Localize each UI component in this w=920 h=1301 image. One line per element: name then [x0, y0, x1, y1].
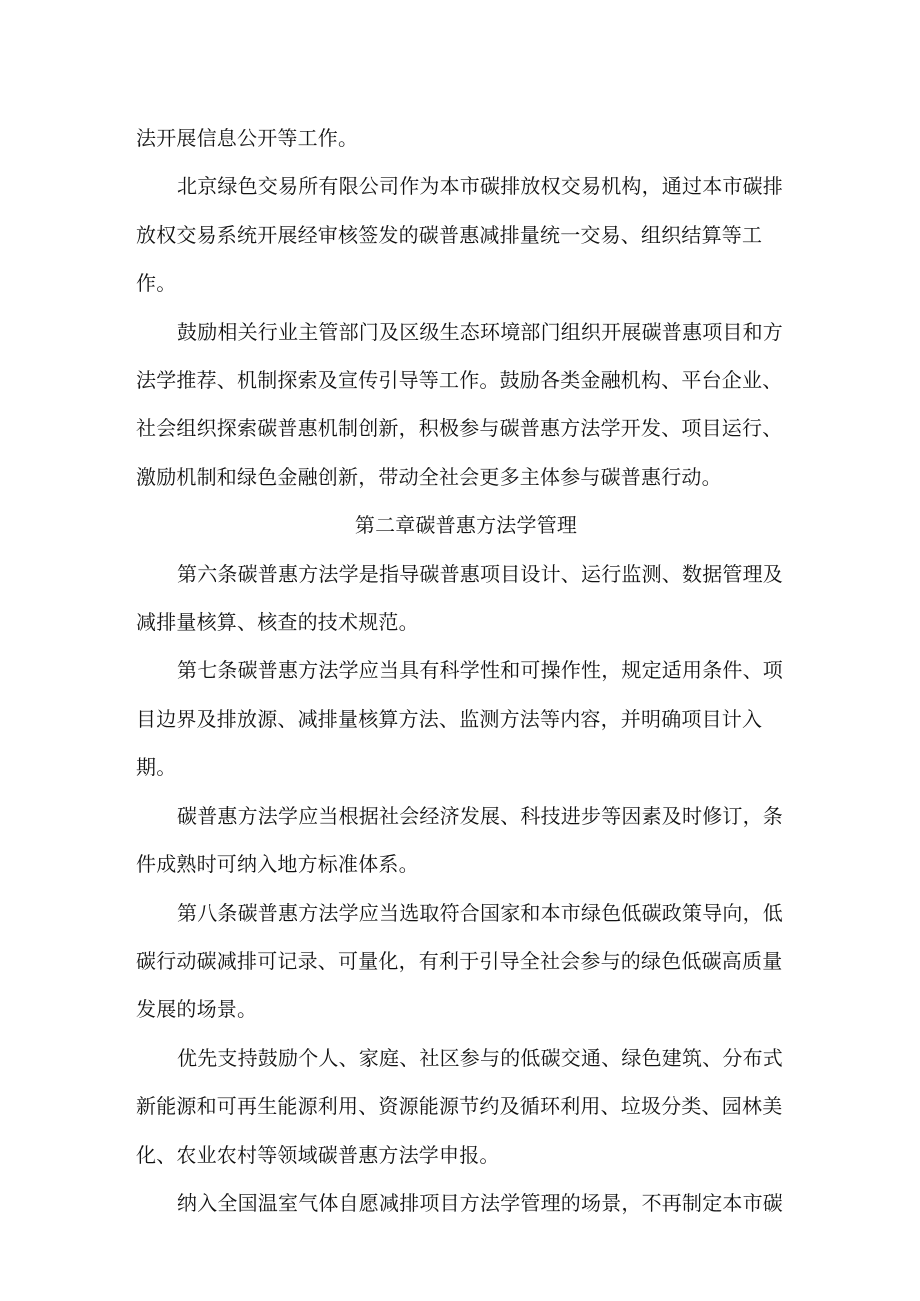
paragraph-article-8: 第八条碳普惠方法学应当选取符合国家和本市绿色低碳政策导向，低碳行动碳减排可记录、可量化，有利于引导全社会参与的绿色低碳高质量发展的场景。 [136, 900, 783, 1022]
paragraph-continuation: 法开展信息公开等工作。 [136, 126, 359, 150]
paragraph-article-6: 第六条碳普惠方法学是指导碳普惠项目设计、运行监测、数据管理及减排量核算、核查的技术规范。 [136, 561, 783, 635]
paragraph-article-7: 第七条碳普惠方法学应当具有科学性和可操作性，规定适用条件、项目边界及排放源、减排量核算方法、监测方法等内容，并明确项目计入期。 [136, 658, 783, 780]
paragraph-national-ccer: 纳入全国温室气体自愿减排项目方法学管理的场景，不再制定本市碳 [177, 1190, 783, 1215]
paragraph-beijing-green-exchange: 北京绿色交易所有限公司作为本市碳排放权交易机构，通过本市碳排放权交易系统开展经审核签发的碳普惠减排量统一交易、组织结算等工作。 [136, 174, 783, 296]
paragraph-methodology-revision: 碳普惠方法学应当根据社会经济发展、科技进步等因素及时修订，条件成熟时可纳入地方标准体系。 [136, 803, 783, 877]
paragraph-encourage-departments: 鼓励相关行业主管部门及区级生态环境部门组织开展碳普惠项目和方法学推荐、机制探索及宣传引导等工作。鼓励各类金融机构、平台企业、社会组织探索碳普惠机制创新，积极参与碳普惠方法学开发、项目运行、激励机制和绿色金融创新，带动全社会更多主体参与碳普惠行动。 [136, 319, 783, 489]
paragraph-priority-support: 优先支持鼓励个人、家庭、社区参与的低碳交通、绿色建筑、分布式新能源和可再生能源利用、资源能源节约及循环利用、垃圾分类、园林美化、农业农村等领域碳普惠方法学申报。 [136, 1045, 783, 1167]
document-body [136, 114, 796, 1227]
chapter-heading: 第二章碳普惠方法学管理 [354, 513, 578, 538]
